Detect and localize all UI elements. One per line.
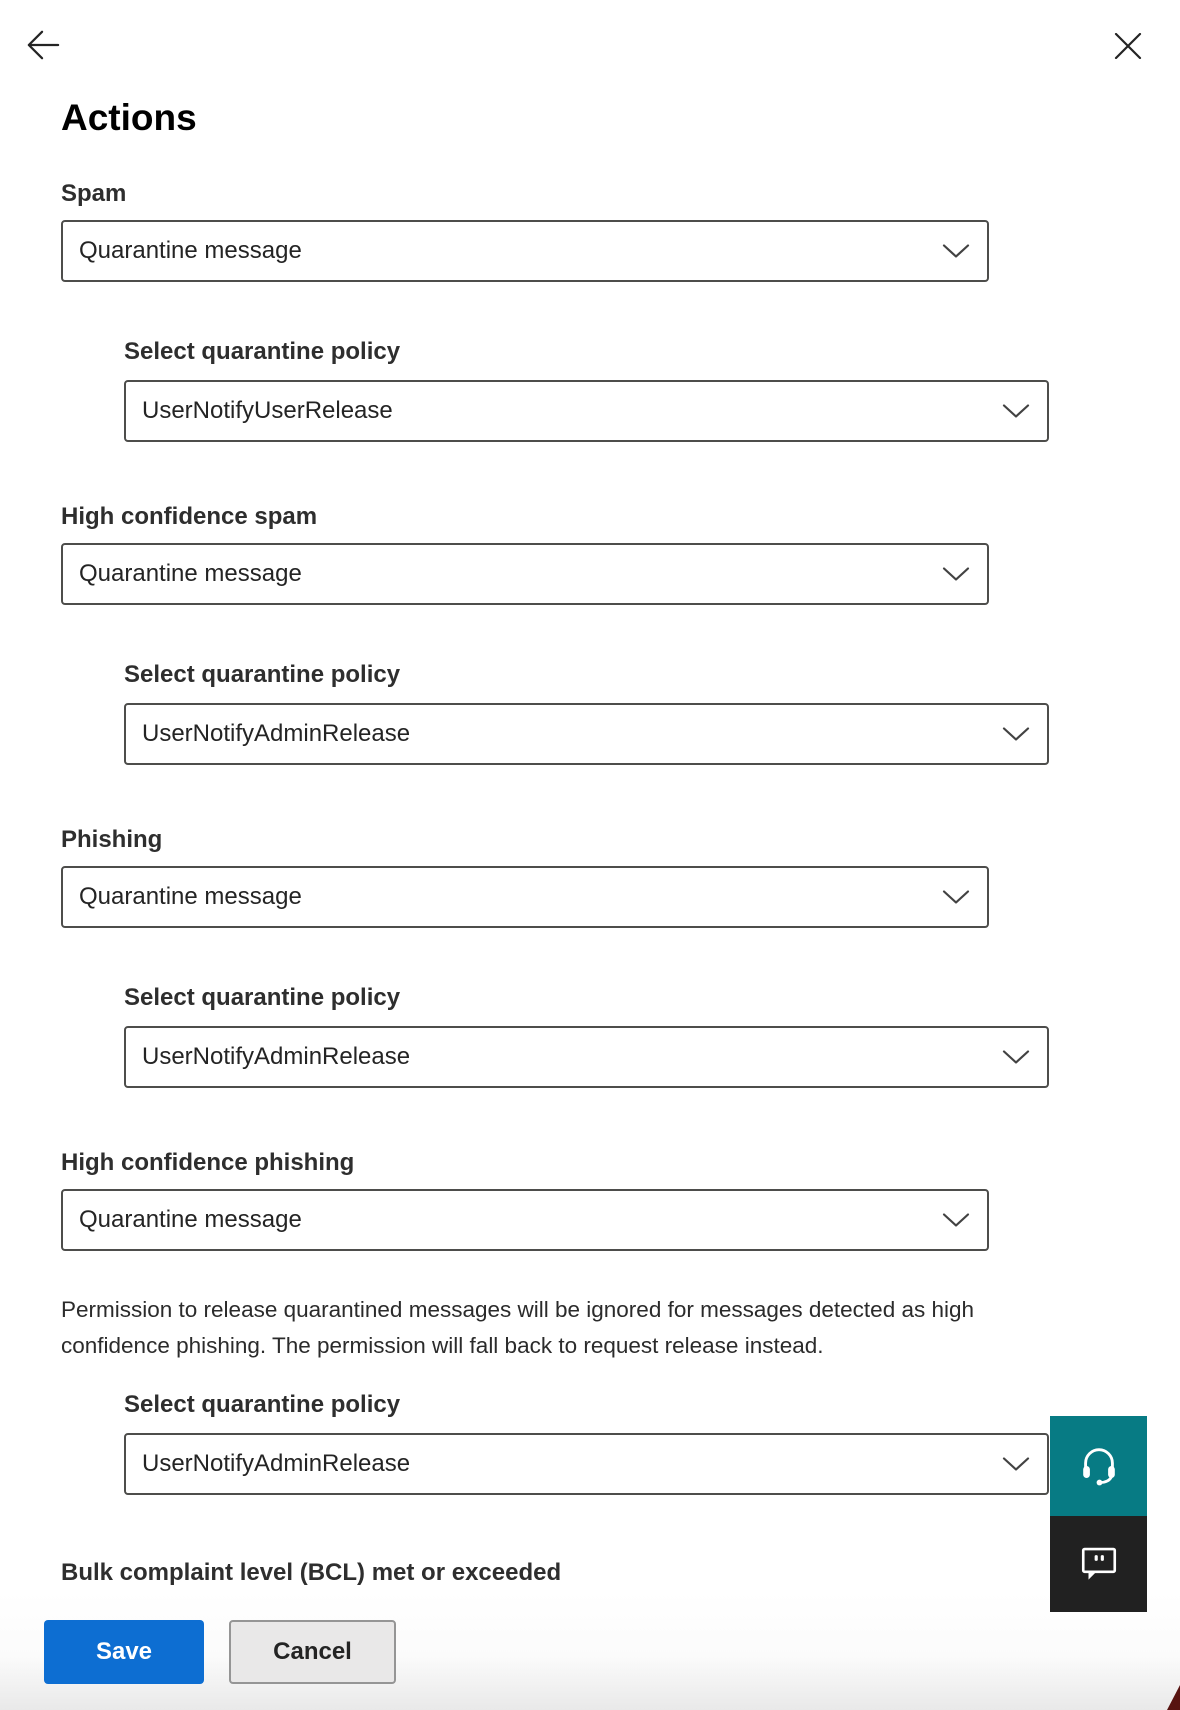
close-button[interactable] — [1114, 33, 1142, 59]
high-confidence-phishing-label: High confidence phishing — [61, 1149, 355, 1176]
page-title: Actions — [61, 97, 197, 138]
spam-policy-group — [124, 338, 1180, 442]
phishing-action-select[interactable] — [61, 866, 989, 928]
high-confidence-phishing-note: Permission to release quarantined messages will be ignored for messages detected as high confidence phishing. The permission will fall back to request release instead. — [61, 1297, 975, 1358]
chat-bubble-icon — [1078, 1542, 1120, 1587]
phishing-policy-value: UserNotifyAdminRelease — [142, 1043, 411, 1070]
high-confidence-phishing-policy-value: UserNotifyAdminRelease — [142, 1450, 411, 1477]
high-confidence-spam-action-select[interactable] — [61, 543, 989, 605]
high-confidence-phishing-policy-group — [124, 1391, 1180, 1495]
phishing-label: Phishing — [61, 826, 163, 853]
close-icon — [1114, 47, 1142, 62]
high-confidence-spam-policy-group — [124, 661, 1180, 765]
high-confidence-spam-action-value: Quarantine message — [79, 560, 302, 587]
chevron-down-icon — [942, 1213, 970, 1228]
spam-action-select[interactable] — [61, 220, 989, 282]
bulk-complaint-level-label: Bulk complaint level (BCL) met or exceeded — [61, 1559, 562, 1586]
chevron-down-icon — [1002, 1050, 1030, 1065]
spam-policy-label: Select quarantine policy — [124, 338, 401, 365]
chevron-down-icon — [1002, 404, 1030, 419]
back-button[interactable] — [26, 28, 60, 62]
cancel-button[interactable]: Cancel — [229, 1620, 396, 1684]
save-button[interactable]: Save — [44, 1620, 204, 1684]
chevron-down-icon — [942, 890, 970, 905]
arrow-left-icon — [26, 50, 60, 65]
phishing-policy-select[interactable] — [124, 1026, 1049, 1088]
footer-bar — [0, 1592, 1180, 1710]
high-confidence-phishing-policy-select[interactable] — [124, 1433, 1049, 1495]
help-widget-button[interactable] — [1050, 1416, 1147, 1516]
phishing-policy-group — [124, 984, 1180, 1088]
high-confidence-spam-policy-select[interactable] — [124, 703, 1049, 765]
spam-policy-value: UserNotifyUserRelease — [142, 397, 393, 424]
high-confidence-phishing-action-value: Quarantine message — [79, 1206, 302, 1233]
high-confidence-spam-policy-value: UserNotifyAdminRelease — [142, 720, 411, 747]
headset-icon — [1076, 1442, 1122, 1491]
chevron-down-icon — [1002, 1457, 1030, 1472]
high-confidence-phishing-policy-label: Select quarantine policy — [124, 1391, 401, 1418]
chevron-down-icon — [942, 567, 970, 582]
chevron-down-icon — [942, 244, 970, 259]
spam-policy-select[interactable] — [124, 380, 1049, 442]
chevron-down-icon — [1002, 727, 1030, 742]
high-confidence-phishing-action-select[interactable] — [61, 1189, 989, 1251]
phishing-action-value: Quarantine message — [79, 883, 302, 910]
spam-label: Spam — [61, 180, 127, 207]
high-confidence-spam-label: High confidence spam — [61, 503, 318, 530]
phishing-policy-label: Select quarantine policy — [124, 984, 401, 1011]
spam-action-value: Quarantine message — [79, 237, 302, 264]
high-confidence-spam-policy-label: Select quarantine policy — [124, 661, 401, 688]
chat-widget-button[interactable] — [1050, 1516, 1147, 1612]
